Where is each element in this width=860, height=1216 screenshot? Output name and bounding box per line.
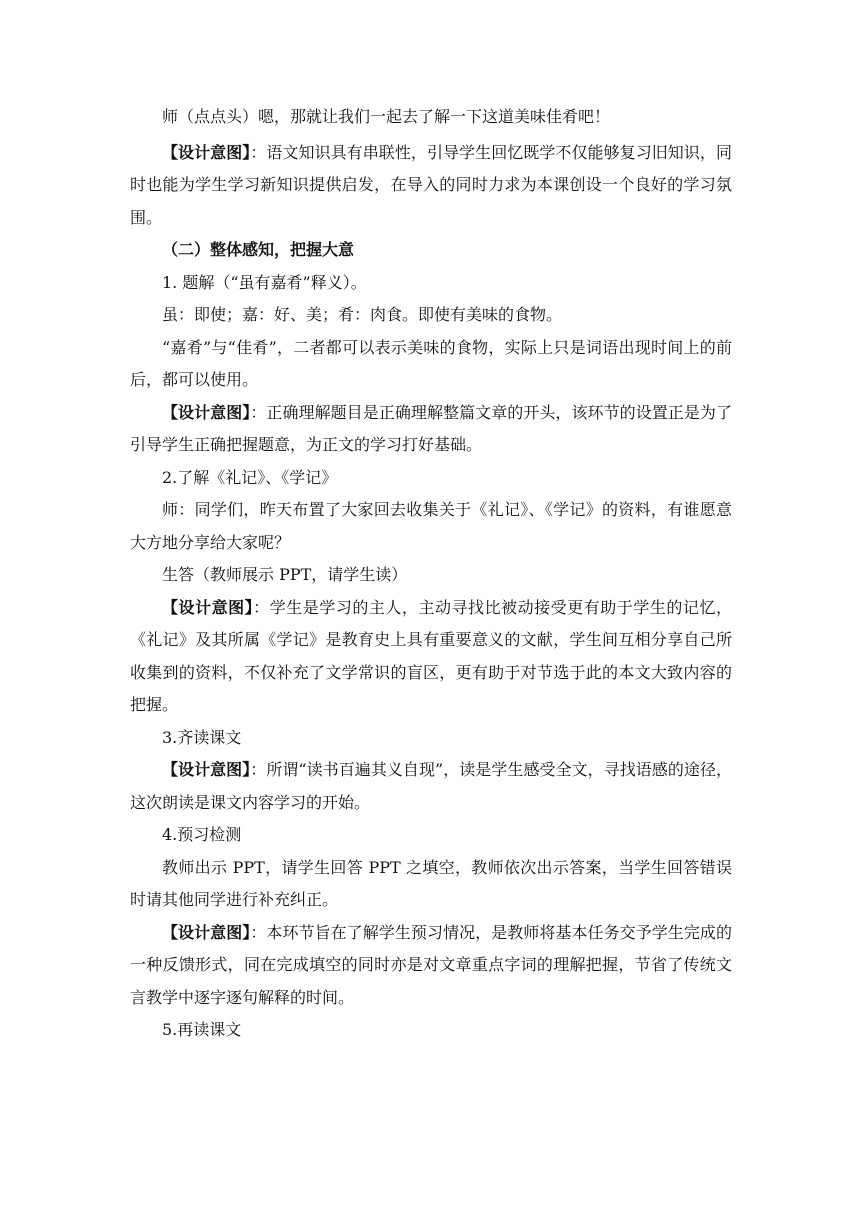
design-intent-label: 【设计意图】 <box>162 760 251 779</box>
design-intent-paragraph <box>130 754 732 819</box>
document-page <box>130 101 732 1047</box>
body-paragraph: 师：同学们，昨天布置了大家回去收集关于《礼记》、《学记》的资料，有谁愿意大方地分享给大家呢？ <box>130 500 732 552</box>
section-heading: （二）整体感知，把握大意 <box>162 240 355 259</box>
dialogue-paragraph: 师（点点头）嗯，那就让我们一起去了解一下这道美味佳肴吧！ <box>162 107 611 126</box>
design-intent-paragraph <box>130 592 732 722</box>
step-title: 5.再读课文 <box>162 1020 242 1039</box>
design-intent-text: ：学生是学习的主人，主动寻找比被动接受更有助于学生的记忆，《礼记》及其所属《学记》是教育史上具有重要意义的文献，学生间互相分享自己所收集到的资料，不仅补充了文学常识的盲区，更有助于对节选于此的本文大致内容的把握。 <box>130 597 732 714</box>
step-title: 1. 题解（“虽有嘉肴”释义）。 <box>162 272 367 292</box>
design-intent-label: 【设计意图】 <box>162 142 251 162</box>
design-intent-paragraph <box>130 397 732 462</box>
body-paragraph: 生答（教师展示 PPT，请学生读） <box>162 565 408 584</box>
step-title: 4.预习检测 <box>162 825 242 844</box>
body-paragraph: 虽：即使；嘉：好、美；肴：肉食。即使有美味的食物。 <box>162 305 563 324</box>
body-paragraph: 教师出示 PPT，请学生回答 PPT 之填空，教师依次出示答案，当学生回答错误时请其他同学进行补充纠正。 <box>130 857 732 909</box>
step-title: 2.了解《礼记》、《学记》 <box>162 467 338 487</box>
step-title: 3.齐读课文 <box>162 727 242 747</box>
design-intent-label: 【设计意图】 <box>162 402 251 422</box>
body-paragraph: “嘉肴”与“佳肴”，二者都可以表示美味的食物，实际上只是词语出现时间上的前后，都可以使用。 <box>130 337 732 389</box>
design-intent-text: ：所谓“读书百遍其义自现”，读是学生感受全文，寻找语感的途径，这次朗读是课文内容学习的开始。 <box>130 760 732 812</box>
design-intent-label: 【设计意图】 <box>162 597 254 617</box>
design-intent-label: 【设计意图】 <box>162 922 251 942</box>
design-intent-paragraph <box>130 137 732 235</box>
design-intent-text: ：语文知识具有串联性，引导学生回忆既学不仅能够复习旧知识，同时也能为学生学习新知识提供启发，在导入的同时力求为本课创设一个良好的学习氛围。 <box>130 142 732 227</box>
design-intent-text: ：正确理解题目是正确理解整篇文章的开头，该环节的设置正是为了引导学生正确把握题意，为正文的学习打好基础。 <box>130 402 732 454</box>
design-intent-paragraph <box>130 917 732 1015</box>
design-intent-text: ：本环节旨在了解学生预习情况，是教师将基本任务交予学生完成的一种反馈形式，同在完成填空的同时亦是对文章重点字词的理解把握，节省了传统文言教学中逐字逐句解释的时间。 <box>130 922 732 1007</box>
